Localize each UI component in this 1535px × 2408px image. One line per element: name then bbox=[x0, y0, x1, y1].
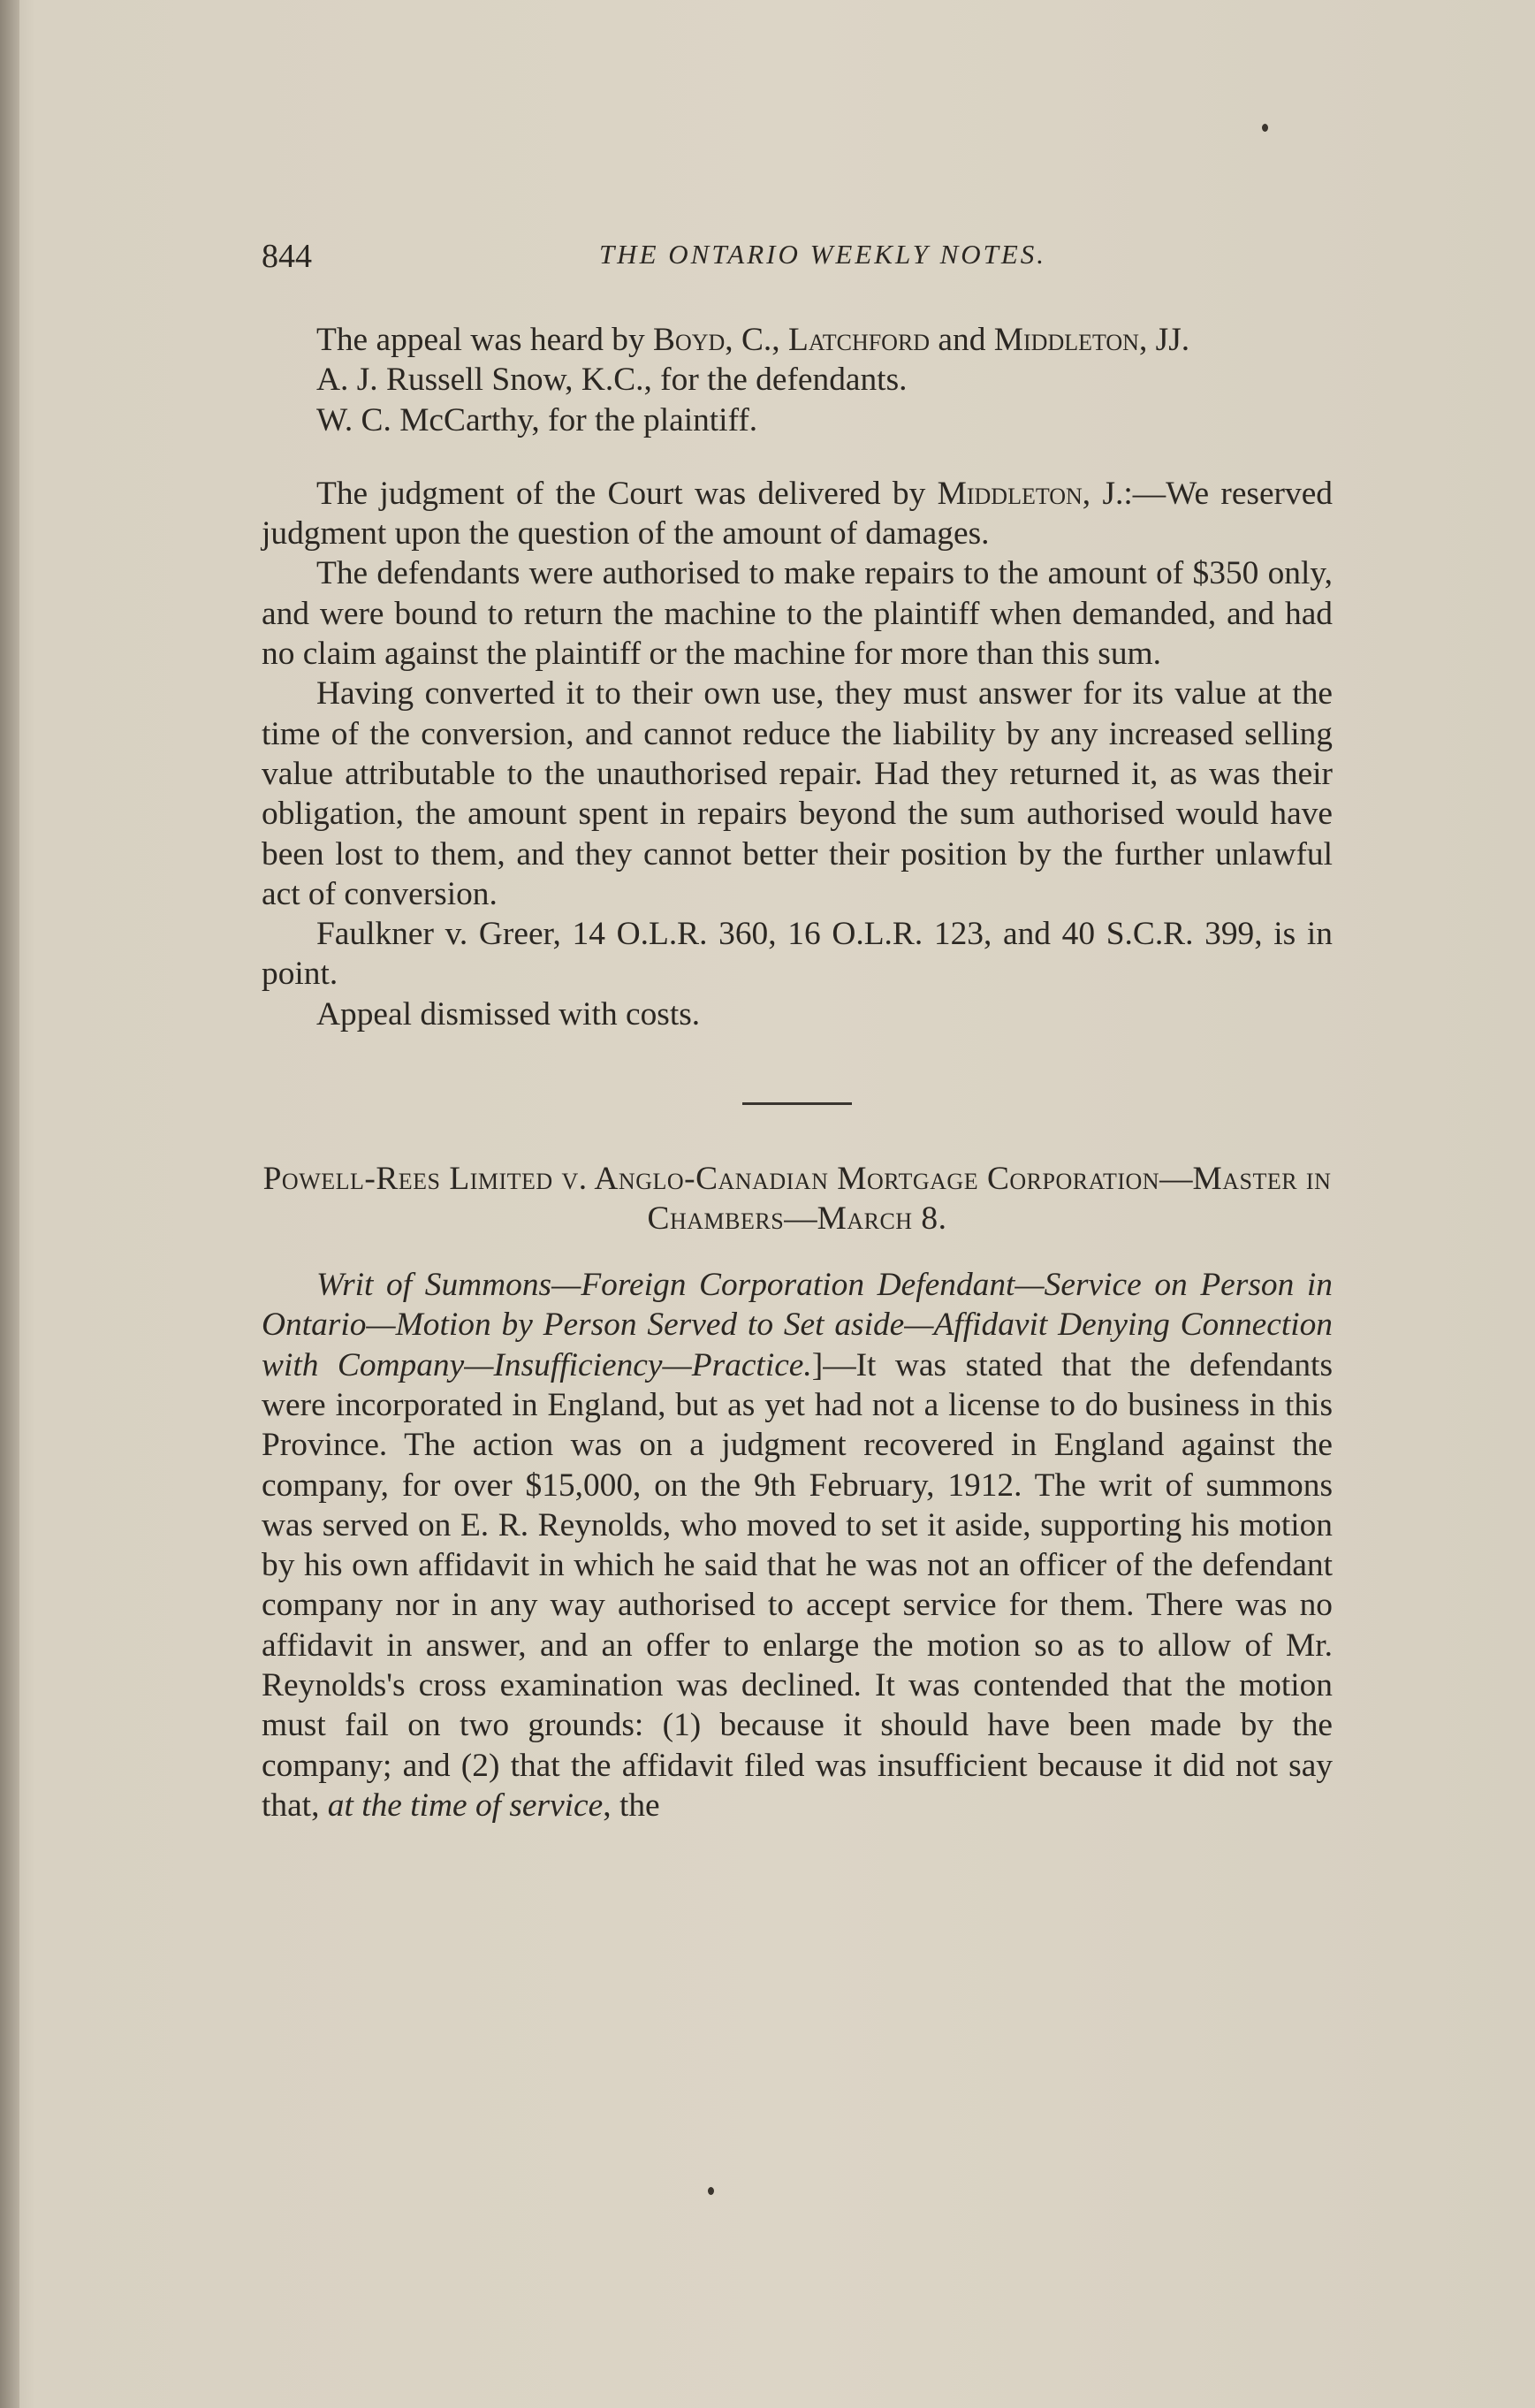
running-head: THE ONTARIO WEEKLY NOTES. bbox=[598, 239, 1047, 270]
hearing-line: The appeal was heard by Boyd, C., Latchford and Middleton, JJ. bbox=[316, 322, 1190, 358]
headnote-text: Writ of Summons—Foreign Corporation Defendant—Service on Person in Ontario—Motion by Person Served to Set aside—Affidavit Denying Connection with Company—Insufficiency—Practice. bbox=[262, 1267, 1333, 1383]
counsel-line: W. C. McCarthy, for the plaintiff. bbox=[316, 401, 758, 438]
headnote-paragraph: Writ of Summons—Foreign Corporation Defendant—Service on Person in Ontario—Motion by Person Served to Set aside—Affidavit Denying Connection with Company—Insufficiency—Practice.]—It was stated that the defendants were incorporated in England, but as yet had not a license to do business in this Province. The action was on a judgment recovered in England against the company, for over $15,000, on the 9th February, 1912. The writ of summons was served on E. R. Reynolds, who moved to set it aside, supporting his motion by his own affidavit in which he said that he was not an officer of the defendant company nor in any way authorised to accept service for them. There was no affidavit in answer, and an offer to enlarge the motion so as to allow of Mr. Reynolds's cross examination was declined. It was contended that the motion must fail on two grounds: (1) because it should have been made by the company; and (2) that the affidavit filed was insufficient because it did not say that, at the time of service, the bbox=[262, 1267, 1333, 1824]
case-title: Powell-Rees Limited v. Anglo-Canadian Mortgage Corporation—Master in Chambers—March 8. bbox=[262, 1161, 1332, 1238]
paragraph: Having converted it to their own use, they must answer for its value at the time of the conversion, and cannot reduce the liability by any increased selling value attributable to the unauthorised repair. Had they returned it, as was their obligation, the amount spent in repairs beyond the sum authorised would have been lost to them, and they cannot better their position by the further unlawful act of conversion. bbox=[262, 675, 1333, 912]
page-header bbox=[262, 237, 1313, 281]
judgment-paragraph: The judgment of the Court was delivered by Middleton, J.:—We reserved judgment upon the question of the amount of damages. bbox=[262, 475, 1333, 552]
ink-speck bbox=[708, 2187, 714, 2195]
citation-paragraph: Faulkner v. Greer, 14 O.L.R. 360, 16 O.L.R. 123, and 40 S.C.R. 399, is in point. bbox=[262, 916, 1333, 993]
paragraph: The defendants were authorised to make repairs to the amount of $350 only, and were bound to return the machine to the plaintiff when demanded, and had no claim against the plaintiff or the machine for more than this sum. bbox=[262, 555, 1333, 673]
section-divider bbox=[742, 1102, 852, 1105]
counsel-line: A. J. Russell Snow, K.C., for the defendants. bbox=[316, 362, 908, 399]
body-text bbox=[262, 320, 1333, 1825]
judge-name: Middleton bbox=[937, 475, 1083, 512]
book-spine-shadow bbox=[0, 0, 19, 2408]
judge-name: Middleton bbox=[993, 322, 1139, 358]
judge-name: Boyd bbox=[653, 322, 726, 358]
page-number: 844 bbox=[262, 238, 312, 275]
judge-name: Latchford bbox=[787, 322, 931, 358]
ink-speck bbox=[1262, 124, 1268, 132]
disposition-line: Appeal dismissed with costs. bbox=[316, 995, 701, 1033]
